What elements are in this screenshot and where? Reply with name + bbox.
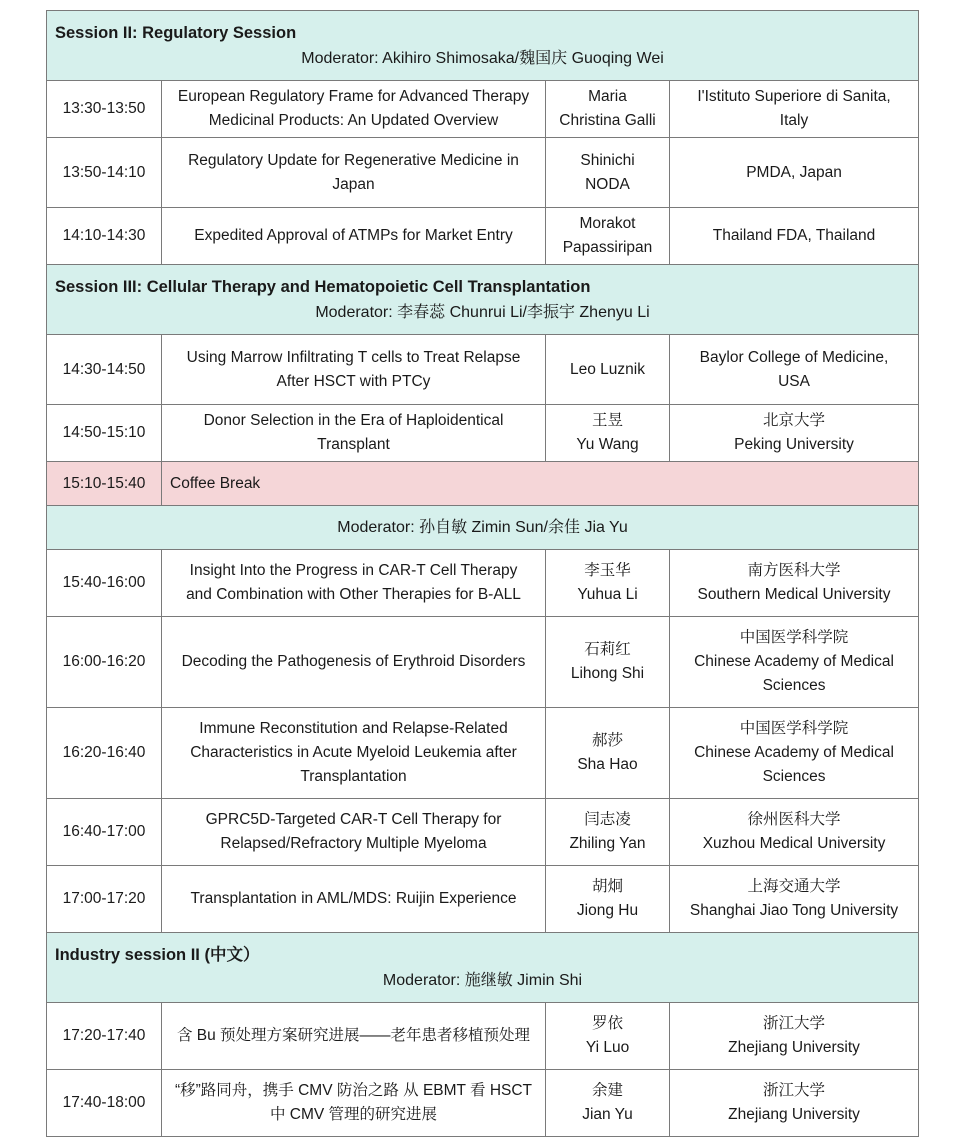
program-table — [46, 10, 919, 1137]
affiliation-line: Italy — [779, 112, 809, 129]
time-slot: 13:30-13:50 — [47, 81, 162, 138]
talk-title-line: After HSCT with PTCy — [276, 372, 431, 390]
speaker-line: Jian Yu — [582, 1106, 633, 1123]
speaker — [546, 1070, 670, 1137]
schedule-row — [47, 617, 919, 708]
affiliation-line: 中国医学科学院 — [739, 629, 849, 646]
talk-title-line: Medicinal Products: An Updated Overview — [208, 112, 499, 129]
affiliation-line: Zhejiang University — [728, 1106, 860, 1123]
affiliation-line: 浙江大学 — [763, 1082, 826, 1099]
affiliation — [670, 138, 919, 208]
talk-title — [162, 708, 546, 799]
affiliation-line: Baylor College of Medicine, — [699, 348, 889, 366]
session-header — [47, 11, 919, 81]
speaker-line: Lihong Shi — [570, 665, 645, 682]
talk-title-line: Relapsed/Refractory Multiple Myeloma — [220, 835, 487, 852]
affiliation-line: Xuzhou Medical University — [702, 835, 886, 852]
time-slot: 13:50-14:10 — [47, 138, 162, 208]
schedule-row — [47, 1003, 919, 1070]
speaker-line: Leo Luznik — [570, 360, 645, 378]
schedule-row — [47, 405, 919, 462]
talk-title — [162, 138, 546, 208]
talk-title-line: and Combination with Other Therapies for B-ALL — [186, 586, 521, 603]
affiliation-line: Sciences — [762, 677, 826, 694]
talk-title — [162, 550, 546, 617]
speaker-line: 余建 — [591, 1082, 623, 1099]
talk-title-line: “移”路同舟，携手 CMV 防治之路 从 EBMT 看 HSCT — [174, 1082, 533, 1099]
schedule-row — [47, 1070, 919, 1137]
talk-title-line: 中 CMV 管理的研究进展 — [269, 1106, 438, 1123]
schedule-row — [47, 81, 919, 138]
time-slot: 14:30-14:50 — [47, 335, 162, 405]
talk-title-line: European Regulatory Frame for Advanced Therapy — [177, 88, 530, 105]
affiliation — [670, 1070, 919, 1137]
time-slot: 15:40-16:00 — [47, 550, 162, 617]
coffee-break-label: Coffee Break — [162, 462, 919, 506]
speaker-line: 胡炯 — [591, 878, 623, 895]
time-slot: 17:20-17:40 — [47, 1003, 162, 1070]
talk-title — [162, 1070, 546, 1137]
affiliation — [670, 617, 919, 708]
talk-title — [162, 81, 546, 138]
affiliation — [670, 708, 919, 799]
speaker-line: Christina Galli — [559, 112, 656, 129]
schedule-row — [47, 708, 919, 799]
affiliation-line: Chinese Academy of Medical — [694, 653, 894, 670]
session-title: Session III: Cellular Therapy and Hematopoietic Cell Transplantation — [55, 277, 591, 296]
session-moderator: Moderator: Akihiro Shimosaka/魏国庆 Guoqing Wei — [301, 49, 664, 67]
talk-title — [162, 335, 546, 405]
affiliation-line: 浙江大学 — [763, 1015, 826, 1032]
affiliation-line: PMDA, Japan — [746, 163, 842, 181]
time-slot: 16:00-16:20 — [47, 617, 162, 708]
talk-title — [162, 405, 546, 462]
speaker-line: Yu Wang — [576, 436, 639, 453]
session-header — [47, 933, 919, 1003]
speaker-line: Sha Hao — [577, 756, 638, 773]
talk-title — [162, 799, 546, 866]
session-moderator: Moderator: 李春蕊 Chunrui Li/李振宇 Zhenyu Li — [315, 303, 650, 321]
affiliation — [670, 81, 919, 138]
talk-title-line: Insight Into the Progress in CAR-T Cell Therapy — [189, 562, 518, 579]
affiliation-line: 徐州医科大学 — [747, 811, 841, 828]
talk-title-line: GPRC5D-Targeted CAR-T Cell Therapy for — [205, 811, 502, 828]
speaker-line: Yi Luo — [585, 1039, 630, 1056]
time-slot: 15:10-15:40 — [47, 462, 162, 506]
schedule-row — [47, 335, 919, 405]
speaker-line: 李玉华 — [584, 562, 631, 579]
speaker — [546, 550, 670, 617]
affiliation — [670, 799, 919, 866]
speaker-line: Jiong Hu — [576, 902, 639, 919]
session-moderator: Moderator: 孙自敏 Zimin Sun/余佳 Jia Yu — [47, 506, 919, 550]
speaker — [546, 138, 670, 208]
speaker — [546, 208, 670, 265]
session-title: Session II: Regulatory Session — [55, 23, 297, 42]
speaker — [546, 1003, 670, 1070]
talk-title — [162, 208, 546, 265]
talk-title-line: Immune Reconstitution and Relapse-Related — [199, 720, 508, 737]
affiliation-line: 上海交通大学 — [747, 878, 841, 895]
talk-title-line: Using Marrow Infiltrating T cells to Treat Relapse — [186, 348, 521, 366]
speaker — [546, 335, 670, 405]
talk-title-line: Donor Selection in the Era of Haploidentical — [203, 412, 504, 429]
schedule-row — [47, 866, 919, 933]
speaker — [546, 708, 670, 799]
talk-title-line: Japan — [332, 175, 375, 193]
affiliation-line: USA — [778, 372, 810, 390]
session-moderator: Moderator: 施继敏 Jimin Shi — [382, 971, 583, 989]
schedule-row — [47, 208, 919, 265]
speaker-line: 罗依 — [591, 1015, 623, 1032]
talk-title-line: Decoding the Pathogenesis of Erythroid Disorders — [181, 653, 526, 670]
speaker-line: 郝莎 — [591, 732, 623, 749]
affiliation-line: 南方医科大学 — [747, 562, 841, 579]
affiliation-line: Southern Medical University — [697, 586, 891, 603]
affiliation — [670, 405, 919, 462]
talk-title — [162, 866, 546, 933]
affiliation-line: 中国医学科学院 — [739, 720, 849, 737]
time-slot: 17:00-17:20 — [47, 866, 162, 933]
time-slot: 14:10-14:30 — [47, 208, 162, 265]
session-title: Industry session II (中文） — [55, 945, 260, 964]
speaker-line: NODA — [585, 175, 630, 193]
affiliation-line: Shanghai Jiao Tong University — [689, 902, 899, 919]
speaker — [546, 81, 670, 138]
speaker-line: 闫志凌 — [584, 811, 631, 828]
speaker-line: 石莉红 — [584, 641, 631, 658]
affiliation-line: 北京大学 — [763, 412, 826, 429]
affiliation-line: Chinese Academy of Medical — [694, 744, 894, 761]
speaker-line: Papassiripan — [562, 239, 653, 256]
talk-title-line: Transplantation — [300, 768, 407, 785]
speaker-line: Zhiling Yan — [569, 835, 646, 852]
schedule-row — [47, 550, 919, 617]
schedule-row — [47, 799, 919, 866]
talk-title-line: 含 Bu 预处理方案研究进展——老年患者移植预处理 — [176, 1027, 531, 1044]
session-header — [47, 265, 919, 335]
speaker — [546, 866, 670, 933]
schedule-row — [47, 138, 919, 208]
affiliation-line: Thailand FDA, Thailand — [712, 227, 876, 244]
affiliation-line: Zhejiang University — [728, 1039, 860, 1056]
speaker-line: Shinichi — [580, 151, 635, 169]
affiliation-line: I'Istituto Superiore di Sanita, — [697, 88, 891, 105]
affiliation — [670, 866, 919, 933]
speaker — [546, 405, 670, 462]
time-slot: 14:50-15:10 — [47, 405, 162, 462]
talk-title — [162, 617, 546, 708]
affiliation — [670, 1003, 919, 1070]
affiliation — [670, 335, 919, 405]
talk-title-line: Characteristics in Acute Myeloid Leukemia after — [190, 744, 517, 761]
speaker-line: Maria — [588, 88, 627, 105]
time-slot: 16:20-16:40 — [47, 708, 162, 799]
speaker-line: 王昱 — [591, 412, 623, 429]
speaker-line: Morakot — [579, 215, 636, 232]
speaker — [546, 799, 670, 866]
speaker-line: Yuhua Li — [577, 586, 638, 603]
talk-title-line: Expedited Approval of ATMPs for Market Entry — [194, 227, 513, 244]
affiliation-line: Sciences — [762, 768, 826, 785]
talk-title-line: Transplant — [317, 436, 390, 453]
speaker — [546, 617, 670, 708]
affiliation — [670, 550, 919, 617]
talk-title — [162, 1003, 546, 1070]
talk-title-line: Regulatory Update for Regenerative Medicine in — [188, 151, 519, 169]
time-slot: 16:40-17:00 — [47, 799, 162, 866]
affiliation-line: Peking University — [734, 436, 854, 453]
affiliation — [670, 208, 919, 265]
coffee-break-row — [47, 462, 919, 506]
moderator-row — [47, 506, 919, 550]
talk-title-line: Transplantation in AML/MDS: Ruijin Experience — [190, 890, 517, 907]
time-slot: 17:40-18:00 — [47, 1070, 162, 1137]
